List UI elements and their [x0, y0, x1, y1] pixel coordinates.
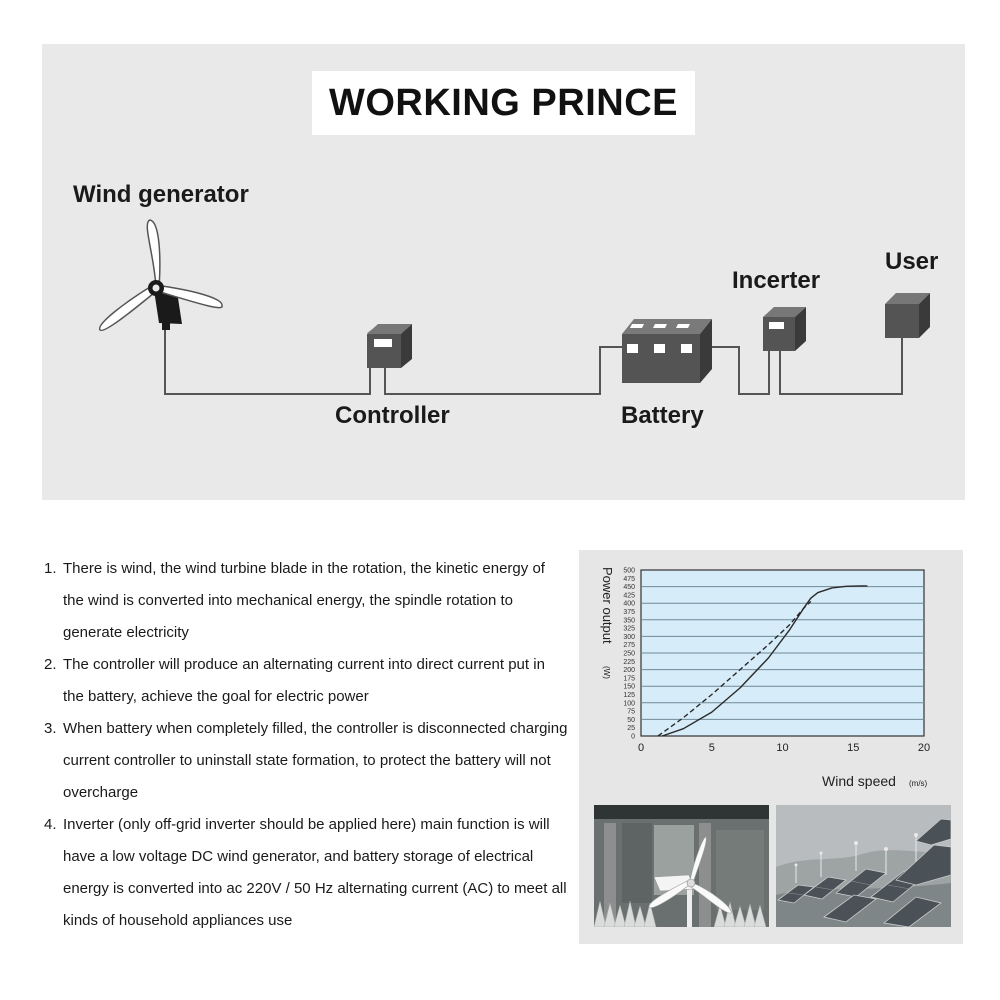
y-tick-label: 500	[623, 567, 635, 575]
list-item	[44, 649, 574, 713]
y-tick-label: 50	[627, 716, 635, 724]
y-axis-label: Power output	[600, 567, 615, 644]
list-item	[44, 553, 574, 649]
y-tick-label: 425	[623, 592, 635, 600]
power-curve-chart	[579, 550, 963, 800]
y-tick-label: 250	[623, 650, 635, 658]
y-tick-label: 350	[623, 617, 635, 625]
step-text: Inverter (only off-grid inverter should be applied here) main function is will have a low voltage DC wind generator, and battery storage of electrical energy is converted into ac 220V / 50 Hz alternating current (AC) to meet all kinds of household appliances use	[63, 816, 567, 929]
x-tick-label: 5	[708, 742, 715, 754]
x-tick-label: 15	[847, 742, 860, 754]
y-tick-label: 275	[623, 642, 635, 650]
y-tick-label: 175	[623, 675, 635, 683]
step-text: The controller will produce an alternating current into direct current put in the battery, achieve the goal for electric power	[63, 656, 545, 705]
y-tick-label: 150	[623, 683, 635, 691]
y-axis-unit: (W)	[602, 666, 611, 679]
working-principle-panel	[42, 44, 965, 500]
step-number: 3.	[44, 720, 57, 737]
battery-label: Battery	[621, 402, 704, 429]
y-tick-label: 300	[623, 633, 635, 641]
list-item	[44, 713, 574, 809]
steps-list	[44, 553, 574, 937]
list-item	[44, 809, 574, 937]
x-tick-label: 0	[637, 742, 645, 754]
y-tick-label: 75	[627, 708, 635, 716]
y-tick-label: 125	[623, 692, 635, 699]
solar-wind-farm-photo	[776, 805, 951, 927]
y-tick-label: 200	[623, 667, 635, 675]
wind-turbine-icon	[100, 220, 222, 330]
y-tick-label: 375	[623, 609, 635, 616]
inverter-icon	[763, 307, 806, 351]
step-number: 4.	[44, 816, 57, 833]
user-appliance-icon	[885, 293, 930, 338]
x-axis-label: Wind speed	[822, 773, 896, 789]
title-box	[312, 71, 695, 135]
wind-generator-label: Wind generator	[73, 181, 249, 208]
wire-turbine-controller	[165, 329, 370, 394]
step-number: 1.	[44, 560, 57, 577]
user-label: User	[885, 248, 939, 275]
wire-controller-battery	[385, 347, 622, 394]
wire-battery-inverter	[710, 347, 769, 394]
y-tick-labels	[623, 568, 635, 741]
inverter-label: Incerter	[732, 267, 821, 294]
y-tick-label: 450	[623, 584, 635, 592]
step-text: When battery when completely filled, the controller is disconnected charging current controller to uninstall state formation, to protect the battery will not overcharge	[63, 720, 568, 801]
controller-label: Controller	[335, 402, 450, 429]
y-tick-label: 225	[623, 658, 635, 666]
page-title: WORKING PRINCE	[329, 81, 678, 124]
controller-icon	[367, 324, 412, 368]
x-tick-label: 20	[917, 742, 931, 754]
factory-wind-turbine-photo	[594, 805, 769, 927]
y-tick-label: 325	[623, 625, 635, 633]
step-number: 2.	[44, 656, 57, 673]
y-tick-label: 400	[623, 600, 635, 608]
step-text: There is wind, the wind turbine blade in the rotation, the kinetic energy of the wind is converted into mechanical energy, the spindle rotation to generate electricity	[63, 560, 545, 641]
y-tick-label: 100	[623, 700, 635, 708]
x-axis-unit: (m/s)	[909, 779, 928, 788]
y-tick-label: 25	[627, 725, 635, 733]
battery-icon	[622, 319, 712, 383]
x-tick-label: 10	[776, 742, 789, 754]
power-curve-panel	[579, 550, 963, 944]
y-tick-label: 0	[631, 733, 635, 741]
x-tick-labels	[638, 742, 930, 754]
y-tick-label: 475	[623, 575, 635, 583]
